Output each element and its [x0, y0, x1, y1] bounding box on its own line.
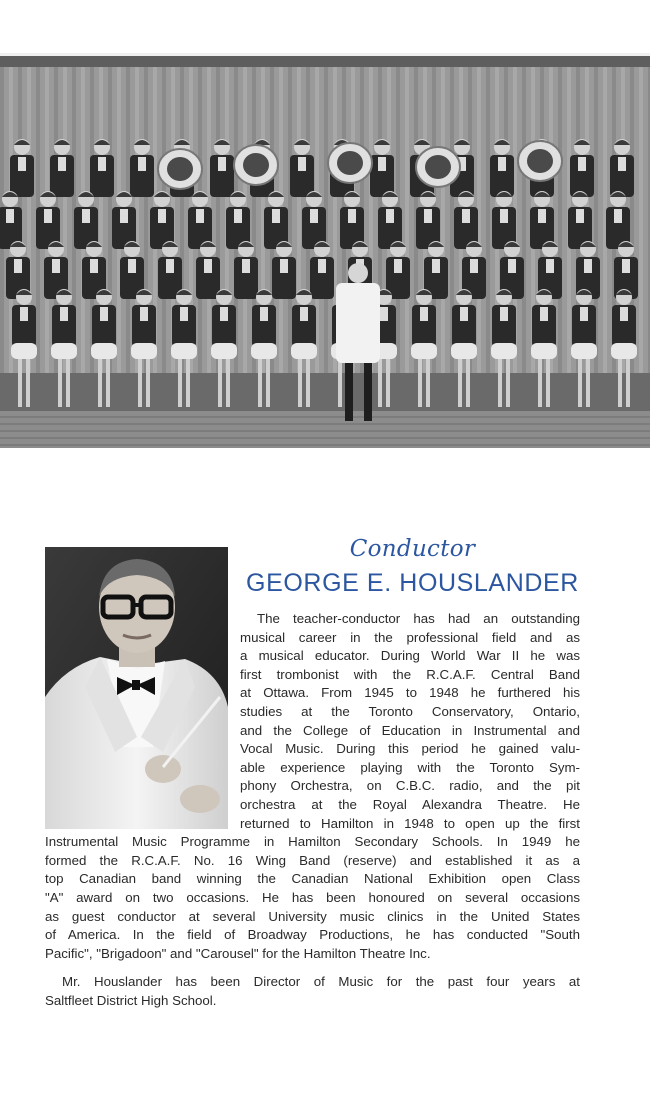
conductor-heading: Conductor: [349, 536, 476, 562]
bio-line: studies at the Toronto Conservatory, Ontario,: [240, 703, 580, 719]
conductor-name: GEORGE E. HOUSLANDER: [246, 569, 579, 597]
bio-line: and the College of Education in Instrumental and: [240, 722, 580, 738]
bio-line: of America. In the field of Broadway Productions, he has conducted "South: [45, 927, 580, 943]
bio-line: Mr. Houslander has been Director of Music for the past four years at: [62, 974, 580, 990]
bio-line: Vocal Music. During this period he gained valu-: [240, 741, 580, 757]
bio-line: phony Orchestra, on C.B.C. radio, and the pit: [240, 778, 580, 794]
bio-line: musical career in the professional field and as: [240, 629, 580, 645]
bio-line: as guest conductor at several University music clinics in the United States: [45, 908, 580, 924]
bio-line: first trombonist with the R.C.A.F. Central Band: [240, 666, 580, 682]
bio-line: Instrumental Music Programme in Hamilton Secondary Schools. In 1949 he: [45, 834, 580, 850]
bio-line: able experience playing with the Toronto Sym-: [240, 759, 580, 775]
bio-line: at Ottawa. From 1945 to 1948 he furthered his: [240, 685, 580, 701]
bio-line: orchestra at the Royal Alexandra Theatre. He: [240, 796, 580, 812]
bio-line: "A" award on two occasions. He has been honoured on several occasions: [45, 889, 580, 905]
bio-line: formed the R.C.A.F. No. 16 Wing Band (reserve) and established it as a: [45, 852, 580, 868]
conductor-biography: [45, 610, 580, 1010]
bio-line: returned to Hamilton in 1948 to open up the first: [240, 815, 580, 831]
bio-line: Pacific", "Brigadoon" and "Carousel" for the Hamilton Theatre Inc.: [45, 945, 431, 961]
band-group-photo: [0, 53, 650, 448]
biography-paragraph-2: [45, 973, 580, 1010]
bio-line: Saltfleet District High School.: [45, 992, 217, 1008]
bio-line: a musical educator. During World War II he was: [240, 648, 580, 664]
biography-paragraph-1: [45, 610, 580, 963]
bio-line: The teacher-conductor has had an outstanding: [257, 611, 580, 626]
bio-line: top Canadian band winning the Canadian National Exhibition open Class: [45, 871, 580, 887]
